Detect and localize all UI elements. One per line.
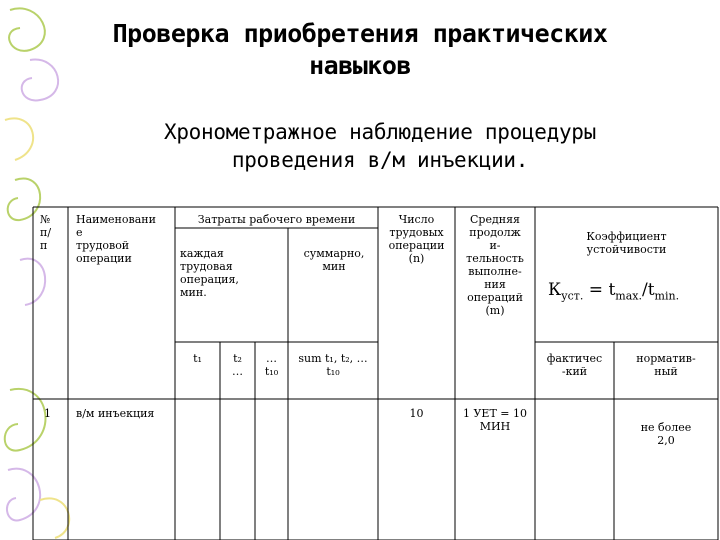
formula-k: К <box>548 280 562 300</box>
header-time-costs: Затраты рабочего времени <box>197 213 356 226</box>
row-operation-count: 10 <box>409 407 424 420</box>
header-operation-name: Наименовани е трудовой операции <box>76 213 156 265</box>
row-operation-name: в/м инъекция <box>76 407 155 420</box>
row-number: 1 <box>44 407 51 420</box>
stability-formula <box>548 280 713 302</box>
header-operation-count: Число трудовых операции (n) <box>388 213 445 265</box>
formula-eq: = t <box>583 280 616 300</box>
header-t2: t₂ … <box>232 352 243 378</box>
header-sum: суммарно, мин <box>303 247 365 273</box>
formula-k-sub: уст. <box>561 289 584 303</box>
subtitle-line-1: Хронометражное наблюдение процедуры <box>163 120 596 144</box>
header-t1: t₁ <box>193 352 202 365</box>
header-normative: норматив- ный <box>636 352 696 378</box>
header-each-operation: каждая трудовая операция, мин. <box>180 247 239 299</box>
title-line-2: навыков <box>309 51 411 80</box>
header-average-duration: Средняя продолж и- тельность выполне- ния операций (m) <box>466 213 524 317</box>
header-number: № п/ п <box>40 213 52 252</box>
header-stability-coefficient: Коэффициент устойчивости <box>586 230 667 256</box>
row-average-duration: 1 УЕТ = 10 МИН <box>462 407 528 433</box>
subtitle-line-2: проведения в/м инъекции. <box>231 148 529 172</box>
formula-max-sub: max. <box>615 289 642 303</box>
formula-min-sub: min. <box>654 289 680 303</box>
header-t10: … t₁₀ <box>264 352 279 378</box>
header-sum-t: sum t₁, t₂, … t₁₀ <box>298 352 368 378</box>
row-normative: не более 2,0 <box>640 421 692 447</box>
header-actual: фактичес -кий <box>546 352 603 378</box>
formula-div: /t <box>641 280 655 300</box>
title-line-1: Проверка приобретения практических <box>112 19 608 48</box>
